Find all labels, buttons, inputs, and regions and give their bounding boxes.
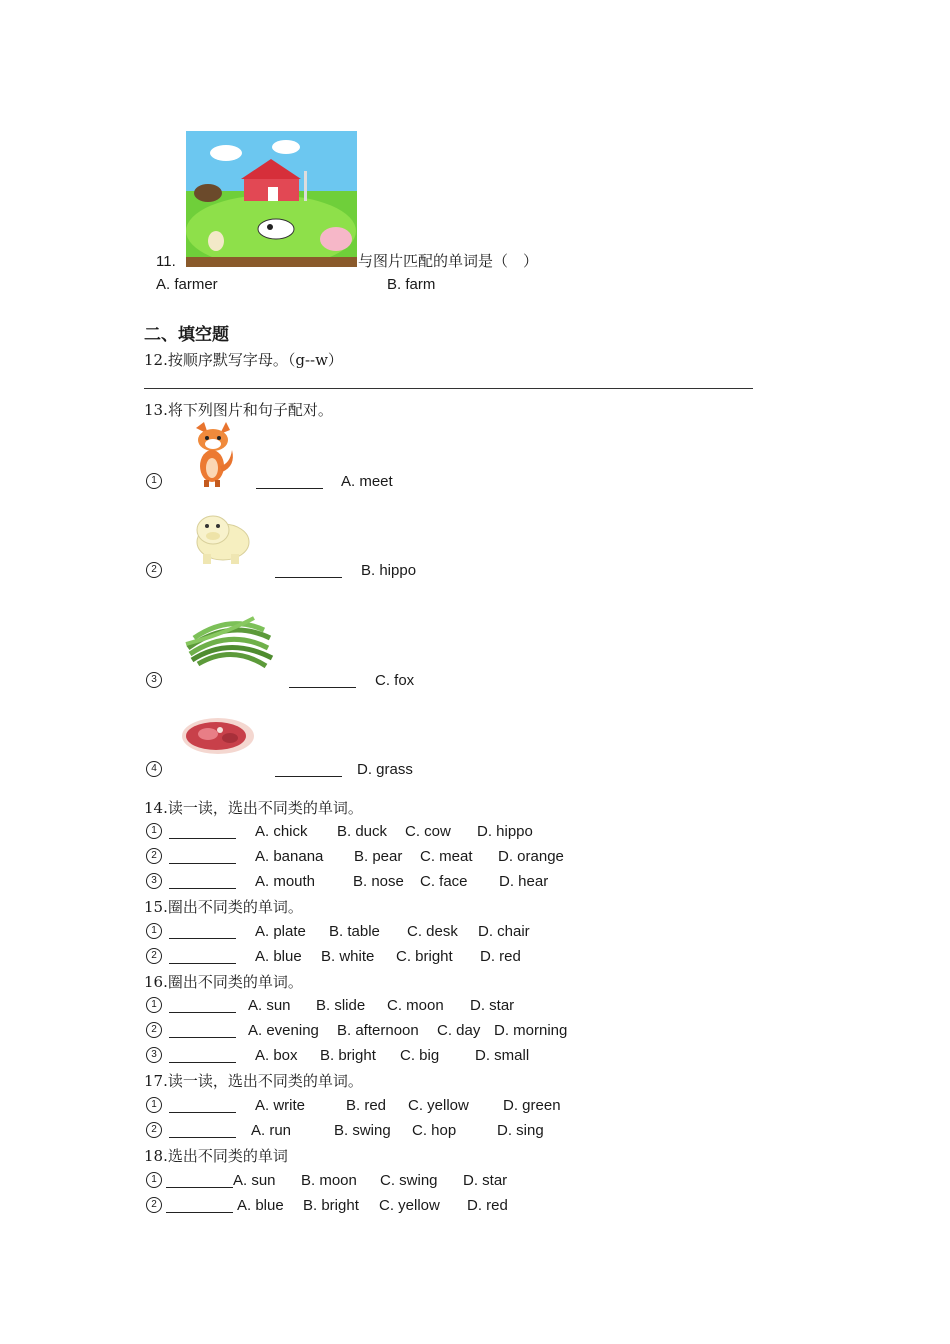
q17-marker-1: 1 bbox=[146, 1097, 162, 1113]
q15-r2-option-b: B. white bbox=[321, 948, 375, 965]
fox-picture-icon bbox=[186, 420, 238, 488]
q13-option-4: D. grass bbox=[357, 761, 413, 778]
q14-r3-option-a: A. mouth bbox=[255, 873, 316, 890]
q17-r1-option-a: A. write bbox=[255, 1097, 306, 1114]
q14-r1-option-a: A. chick bbox=[255, 823, 308, 840]
q13-option-2: B. hippo bbox=[361, 562, 417, 579]
q16-r3-option-b: B. bright bbox=[320, 1047, 376, 1064]
question-12-stem: 12.按顺序默写字母。（g--w） bbox=[144, 351, 343, 369]
q14-r1-option-d: D. hippo bbox=[477, 823, 533, 840]
q18-marker-2: 2 bbox=[146, 1197, 162, 1213]
question-17-stem: 17.读一读，选出不同类的单词。 bbox=[144, 1072, 363, 1090]
q16-blank-2[interactable] bbox=[169, 1023, 236, 1038]
meat-picture-icon bbox=[178, 712, 256, 758]
q13-blank-2[interactable] bbox=[275, 563, 342, 578]
q17-marker-2: 2 bbox=[146, 1122, 162, 1138]
question-11-stem: 与图片匹配的单词是（ ） bbox=[358, 252, 539, 270]
q11-option-b: B. farm bbox=[387, 276, 436, 293]
q15-r2-option-c: C. bright bbox=[396, 948, 453, 965]
q16-blank-3[interactable] bbox=[169, 1048, 236, 1063]
q13-option-3: C. fox bbox=[375, 672, 415, 689]
q13-blank-1[interactable] bbox=[256, 474, 323, 489]
q18-marker-1: 1 bbox=[146, 1172, 162, 1188]
q18-r1-option-b: B. moon bbox=[301, 1172, 357, 1189]
q16-r3-option-d: D. small bbox=[475, 1047, 530, 1064]
q15-r1-option-a: A. plate bbox=[255, 923, 306, 940]
q14-r1-option-b: B. duck bbox=[337, 823, 388, 840]
q18-r2-option-c: C. yellow bbox=[379, 1197, 440, 1214]
q14-blank-1[interactable] bbox=[169, 824, 236, 839]
grass-picture-icon bbox=[184, 608, 274, 670]
q13-row-2 bbox=[146, 561, 162, 581]
q13-row-1 bbox=[146, 472, 162, 492]
q18-blank-1[interactable] bbox=[166, 1173, 233, 1188]
q17-r2-option-a: A. run bbox=[251, 1122, 292, 1139]
q18-r1-option-a: A. sun bbox=[233, 1172, 276, 1189]
q18-r2-option-d: D. red bbox=[467, 1197, 508, 1214]
question-14-stem: 14.读一读，选出不同类的单词。 bbox=[144, 799, 363, 817]
farm-picture-icon bbox=[186, 131, 357, 267]
q16-marker-1: 1 bbox=[146, 997, 162, 1013]
q17-r2-option-b: B. swing bbox=[334, 1122, 391, 1139]
q17-r2-option-d: D. sing bbox=[497, 1122, 544, 1139]
q16-r1-option-a: A. sun bbox=[248, 997, 291, 1014]
q17-blank-2[interactable] bbox=[169, 1123, 236, 1138]
q14-blank-3[interactable] bbox=[169, 874, 236, 889]
q14-r1-option-c: C. cow bbox=[405, 823, 451, 840]
q15-marker-2: 2 bbox=[146, 948, 162, 964]
q15-r1-option-b: B. table bbox=[329, 923, 380, 940]
q15-blank-2[interactable] bbox=[169, 949, 236, 964]
q16-r1-option-b: B. slide bbox=[316, 997, 366, 1014]
q14-marker-3: 3 bbox=[146, 873, 162, 889]
q16-r1-option-c: C. moon bbox=[387, 997, 444, 1014]
q14-r2-option-b: B. pear bbox=[354, 848, 403, 865]
q16-marker-2: 2 bbox=[146, 1022, 162, 1038]
q13-row-3 bbox=[146, 671, 162, 691]
q17-r1-option-c: C. yellow bbox=[408, 1097, 469, 1114]
q14-r2-option-c: C. meat bbox=[420, 848, 473, 865]
q13-option-1: A. meet bbox=[341, 473, 393, 490]
q16-r3-option-c: C. big bbox=[400, 1047, 440, 1064]
q16-r1-option-d: D. star bbox=[470, 997, 515, 1014]
question-16-stem: 16.圈出不同类的单词。 bbox=[144, 973, 303, 991]
q18-r2-option-a: A. blue bbox=[237, 1197, 284, 1214]
q16-r2-option-d: D. morning bbox=[494, 1022, 568, 1039]
q12-answer-line bbox=[144, 388, 753, 389]
q17-r2-option-c: C. hop bbox=[412, 1122, 457, 1139]
q18-blank-2[interactable] bbox=[166, 1198, 233, 1213]
q13-row-4 bbox=[146, 760, 162, 780]
question-13-stem: 13.将下列图片和句子配对。 bbox=[144, 401, 333, 419]
q15-marker-1: 1 bbox=[146, 923, 162, 939]
q13-blank-4[interactable] bbox=[275, 762, 342, 777]
q15-blank-1[interactable] bbox=[169, 924, 236, 939]
q13-marker-3: 3 bbox=[146, 672, 162, 688]
q15-r2-option-d: D. red bbox=[480, 948, 521, 965]
q16-r3-option-a: A. box bbox=[255, 1047, 298, 1064]
q16-r2-option-b: B. afternoon bbox=[337, 1022, 419, 1039]
q18-r1-option-c: C. swing bbox=[380, 1172, 438, 1189]
q13-marker-4: 4 bbox=[146, 761, 162, 777]
q14-r2-option-a: A. banana bbox=[255, 848, 324, 865]
q14-marker-2: 2 bbox=[146, 848, 162, 864]
q14-r3-option-d: D. hear bbox=[499, 873, 549, 890]
q16-blank-1[interactable] bbox=[169, 998, 236, 1013]
q15-r1-option-d: D. chair bbox=[478, 923, 530, 940]
question-11-number: 11. bbox=[156, 253, 176, 270]
q13-blank-3[interactable] bbox=[289, 673, 356, 688]
q14-r2-option-d: D. orange bbox=[498, 848, 564, 865]
q13-marker-2: 2 bbox=[146, 562, 162, 578]
q13-marker-1: 1 bbox=[146, 473, 162, 489]
q16-marker-3: 3 bbox=[146, 1047, 162, 1063]
question-18-stem: 18.选出不同类的单词 bbox=[144, 1147, 288, 1165]
q14-marker-1: 1 bbox=[146, 823, 162, 839]
q16-r2-option-a: A. evening bbox=[248, 1022, 319, 1039]
q14-blank-2[interactable] bbox=[169, 849, 236, 864]
q14-r3-option-b: B. nose bbox=[353, 873, 404, 890]
q18-r2-option-b: B. bright bbox=[303, 1197, 359, 1214]
section-title: 二、填空题 bbox=[144, 325, 229, 345]
q15-r1-option-c: C. desk bbox=[407, 923, 458, 940]
q11-option-a: A. farmer bbox=[156, 276, 218, 293]
q17-r1-option-d: D. green bbox=[503, 1097, 561, 1114]
q17-blank-1[interactable] bbox=[169, 1098, 236, 1113]
q17-r1-option-b: B. red bbox=[346, 1097, 387, 1114]
q16-r2-option-c: C. day bbox=[437, 1022, 481, 1039]
q18-r1-option-d: D. star bbox=[463, 1172, 508, 1189]
q15-r2-option-a: A. blue bbox=[255, 948, 302, 965]
q14-r3-option-c: C. face bbox=[420, 873, 468, 890]
question-15-stem: 15.圈出不同类的单词。 bbox=[144, 898, 303, 916]
hippo-picture-icon bbox=[191, 508, 253, 566]
